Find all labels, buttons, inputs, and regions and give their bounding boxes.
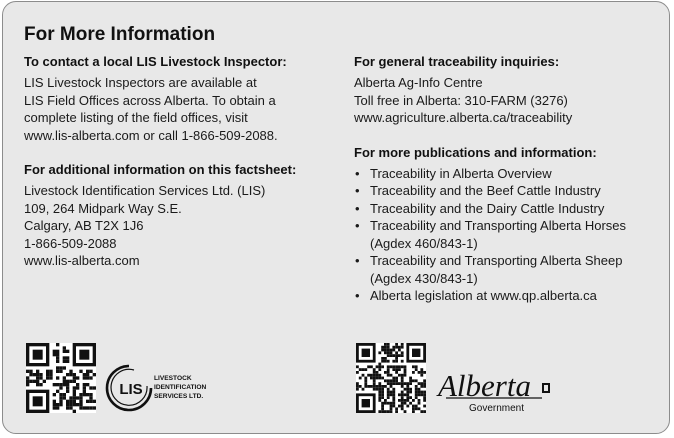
- address-line: 109, 264 Midpark Way S.E.: [24, 200, 182, 216]
- publications-list: [354, 165, 654, 305]
- list-item: • Traceability and the Beef Cattle Industry: [355, 183, 601, 198]
- left-column: [24, 53, 334, 270]
- bullet-icon: •: [355, 200, 360, 216]
- list-item: • Alberta legislation at www.qp.alberta.ca: [355, 288, 597, 303]
- contact-text: [24, 74, 334, 144]
- contact-line: complete listing of the field offices, visit: [24, 110, 248, 125]
- page-title: For More Information: [24, 24, 216, 45]
- bullet-icon: •: [355, 218, 360, 233]
- bullet-icon: •: [355, 288, 360, 303]
- lis-mark-text: LIS: [119, 381, 143, 398]
- traceability-heading: For general traceability inquiries:: [354, 54, 560, 69]
- factsheet-address: [24, 182, 334, 270]
- contact-line: LIS Livestock Inspectors are available at: [24, 75, 257, 90]
- lis-wordmark-line: LIVESTOCK: [154, 375, 192, 382]
- traceability-link[interactable]: www.agriculture.alberta.ca/traceability: [354, 110, 573, 125]
- bullet-icon: •: [355, 165, 360, 181]
- traceability-text: [354, 74, 654, 127]
- lis-wordmark-line: SERVICES LTD.: [154, 393, 204, 400]
- bullet-icon: •: [355, 253, 360, 268]
- traceability-line: Alberta Ag-Info Centre: [354, 75, 483, 90]
- qr-code-icon[interactable]: [356, 343, 426, 413]
- contact-heading: To contact a local LIS Livestock Inspector:: [24, 54, 287, 69]
- contact-line: www.lis-alberta.com or call 1-866-509-2088.: [24, 127, 278, 143]
- publications-heading: For more publications and information:: [354, 144, 597, 160]
- lis-logo: [104, 362, 224, 414]
- phone-number: 1-866-509-2088: [24, 235, 117, 251]
- list-item: • Traceability and the Dairy Cattle Industry: [355, 200, 605, 216]
- traceability-line: Toll free in Alberta: 310-FARM (3276): [354, 92, 568, 108]
- contact-line: LIS Field Offices across Alberta. To obtain a: [24, 92, 276, 108]
- bullet-icon: •: [355, 183, 360, 198]
- address-line: Calgary, AB T2X 1J6: [24, 218, 144, 233]
- list-item: • Traceability and Transporting Alberta Sheep (Agdex 430/843-1): [355, 253, 623, 286]
- list-item: • Traceability in Alberta Overview: [355, 165, 552, 181]
- qr-code-icon[interactable]: [26, 343, 96, 413]
- list-item: • Traceability and Transporting Alberta Horses (Agdex 460/843-1): [355, 218, 627, 251]
- alberta-wordmark: Alberta: [438, 368, 531, 403]
- address-line: Livestock Identification Services Ltd. (LIS): [24, 183, 266, 198]
- government-label: Government: [469, 403, 525, 414]
- lis-wordmark-line: IDENTIFICATION: [154, 384, 207, 391]
- right-column: [354, 53, 654, 305]
- website-link[interactable]: www.lis-alberta.com: [24, 253, 140, 268]
- alberta-government-logo: [436, 366, 558, 416]
- factsheet-heading: For additional information on this factsheet:: [24, 162, 297, 177]
